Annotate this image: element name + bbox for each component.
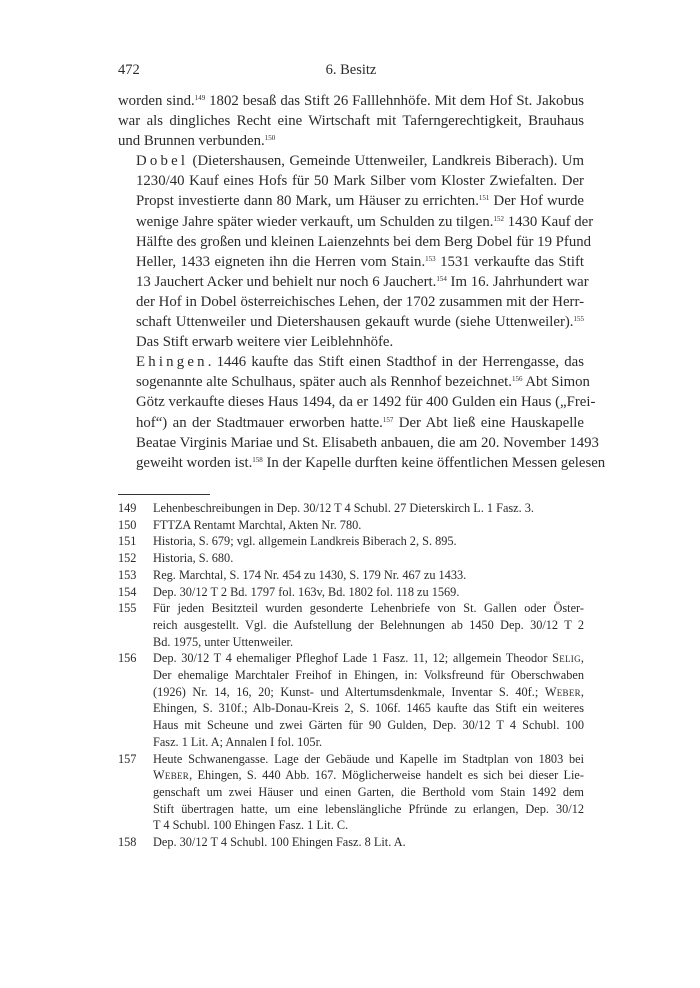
text-run: Der Hof wurde <box>489 193 584 210</box>
text-line: Das Stift erwarb weitere vier Leiblehnhöfe. <box>136 334 394 351</box>
footnote-line: reich ausgestellt. Vgl. die Aufstellung der Belehnungen ab 1450 Dep. 30/12 T 2 <box>153 617 584 632</box>
main-text <box>118 91 606 473</box>
text-line <box>118 131 584 151</box>
text-run: Abt Simon <box>522 374 590 391</box>
text-run: 1430 Kauf der <box>503 213 594 230</box>
text-run: 1802 besaß das Stift 26 Falllehnhöfe. Mit dem Hof St. Jakobus <box>205 93 584 109</box>
footnote-number: 158 <box>118 835 137 850</box>
text-line: Götz verkaufte dieses Haus 1494, da er 1492 für 400 Gulden ein Haus („Frei- <box>136 394 596 411</box>
footnote-line: Fasz. 1 Lit. A; Annalen I fol. 105r. <box>153 734 323 749</box>
text-run: , Ehingen, S. 440 Abb. 167. Möglicherweise handelt es sich bei dieser Lie- <box>189 768 584 783</box>
text-run: . 1446 kaufte das Stift einen Stadthof in der Herrengasse, das <box>207 354 584 371</box>
footnote-line <box>153 650 584 667</box>
footnote <box>118 584 584 601</box>
footnote-ref: 151 <box>478 194 490 203</box>
footnote <box>118 834 584 851</box>
text-line <box>118 212 594 232</box>
footnote-line: T 4 Schubl. 100 Ehingen Fasz. 1 Lit. C. <box>153 818 349 833</box>
text-line <box>118 272 589 292</box>
footnote-line: Für jeden Besitzteil wurden gesonderte Lehenbriefe von St. Gallen oder Öster- <box>153 601 584 616</box>
author-name: Weber <box>544 684 581 699</box>
text-line <box>118 91 584 111</box>
text-run: , <box>580 684 584 699</box>
footnote-line: genschaft um zwei Häuser und einen Garten, die Berthold vom Stain 1492 dem <box>153 784 584 799</box>
footnote-number: 150 <box>118 517 137 532</box>
paragraph-ehingen <box>118 352 606 473</box>
footnote-line: Lehenbeschreibungen in Dep. 30/12 T 4 Schubl. 27 Dieterskirch L. 1 Fasz. 3. <box>153 501 535 515</box>
footnote-number: 157 <box>118 751 137 766</box>
footnote-line: Stift übertragen hatte, um eine lebenslängliche Pfründe zu erlangen, Dep. 30/12 <box>153 801 584 816</box>
footnote-number: 149 <box>118 501 137 515</box>
text-run: geweiht worden ist. <box>136 454 253 471</box>
text-run: wenige Jahre später wieder verkauft, um Schulden zu tilgen. <box>136 213 494 230</box>
text-run: sogenannte alte Schulhaus, später auch als Rennhof bezeichnet. <box>136 374 512 391</box>
text-run: (Dietershausen, Gemeinde Uttenweiler, Landkreis Biberach). Um <box>188 153 584 170</box>
footnote <box>118 500 584 517</box>
footnote-line <box>153 684 584 701</box>
footnote-ref: 153 <box>425 254 436 263</box>
place-heading: Ehingen <box>136 354 208 371</box>
footnote <box>118 650 584 750</box>
text-line <box>118 151 584 171</box>
text-run: 1531 verkaufte das Stift <box>435 253 584 270</box>
text-run: und Brunnen verbunden. <box>118 133 265 150</box>
page-number: 472 <box>118 62 140 78</box>
footnote-ref: 154 <box>436 274 447 283</box>
text-line: war als dingliches Recht eine Wirtschaft mit Taferngerechtigkeit, Brauhaus <box>118 113 584 130</box>
text-run: Der Abt ließ eine Hauskapelle <box>393 414 584 431</box>
footnote-line: Historia, S. 680. <box>153 551 234 566</box>
text-line <box>118 372 590 392</box>
footnote-number: 154 <box>118 584 137 599</box>
author-name: Weber <box>153 768 190 783</box>
place-heading: Dobel <box>136 153 189 170</box>
footnote-number: 155 <box>118 601 137 616</box>
text-run: schaft Uttenweiler und Dietershausen gekauft wurde (siehe Uttenweiler). <box>136 314 574 331</box>
footnote-ref: 158 <box>252 455 263 464</box>
footnote <box>118 751 584 835</box>
footnote-number: 151 <box>118 534 137 549</box>
text-run: (1926) Nr. 14, 16, 20; Kunst- und Altertumsdenkmale, Inventar S. 40f.; <box>153 684 545 699</box>
text-run: Im 16. Jahrhundert war <box>446 273 589 290</box>
footnote-ref: 157 <box>382 415 394 424</box>
text-run: In der Kapelle durften keine öffentlichen Messen gelesen <box>262 454 606 471</box>
footnote-ref: 150 <box>264 134 276 143</box>
text-line <box>118 453 606 473</box>
text-line <box>118 252 584 272</box>
footnote-ref: 155 <box>573 315 584 324</box>
footnote-line: Der ehemalige Marchtaler Freihof in Ehingen, in: Volksfreund für Oberschwaben <box>153 668 584 683</box>
footnote-line: Historia, S. 679; vgl. allgemein Landkreis Biberach 2, S. 895. <box>153 534 457 549</box>
footnote-line: Reg. Marchtal, S. 174 Nr. 454 zu 1430, S. 179 Nr. 467 zu 1433. <box>153 567 467 582</box>
text-run: hof“) an der Stadtmauer erworben hatte. <box>136 414 383 431</box>
footnote-number: 152 <box>118 551 137 566</box>
text-line: der Hof in Dobel österreichisches Lehen, der 1702 zusammen mit der Herr- <box>136 293 584 310</box>
footnotes <box>118 500 584 851</box>
footnote-number: 153 <box>118 567 137 582</box>
text-run: Heller, 1433 eigneten ihn die Herren vom Stain. <box>136 253 426 270</box>
page-header <box>118 62 584 82</box>
footnote-ref: 152 <box>493 214 504 223</box>
paragraph-dobel <box>118 151 594 352</box>
footnote <box>118 567 584 584</box>
paragraph-1 <box>118 91 584 151</box>
text-line: Hälfte des großen und kleinen Laienzehnts bei dem Berg Dobel für 19 Pfund <box>136 233 592 250</box>
text-line <box>118 352 584 372</box>
footnote-line: Dep. 30/12 T 2 Bd. 1797 fol. 163v, Bd. 1802 fol. 118 zu 1569. <box>153 584 460 599</box>
footnote-separator <box>118 494 210 495</box>
footnote-line: Dep. 30/12 T 4 Schubl. 100 Ehingen Fasz. 8 Lit. A. <box>153 835 406 850</box>
footnote <box>118 600 584 650</box>
footnote-number: 156 <box>118 651 137 666</box>
text-line: Beatae Virginis Mariae und St. Elisabeth anbauen, die am 20. November 1493 <box>136 434 599 451</box>
footnote-line: Ehingen, S. 310f.; Alb-Donau-Kreis 2, S. 106f. 1465 kaufte das Stift ein weiteres <box>153 701 584 716</box>
text-line <box>118 191 584 211</box>
author-name: Selig <box>552 651 581 666</box>
footnote-line: Heute Schwanengasse. Lage der Gebäude und Kapelle im Stadtplan von 1803 bei <box>153 751 584 766</box>
footnote-line: Haus mit Scheune und zwei Gärten für 90 Gulden, Dep. 30/12 T 4 Schubl. 100 <box>153 718 584 733</box>
running-head: 6. Besitz <box>325 62 377 78</box>
text-run: Propst investierte dann 80 Mark, um Häuser zu errichten. <box>136 193 479 210</box>
text-run: , <box>580 651 584 666</box>
text-line: 1230/40 Kauf eines Hofs für 50 Mark Silber vom Kloster Zwiefalten. Der <box>136 173 584 190</box>
text-line <box>118 312 584 332</box>
footnote-line: FTTZA Rentamt Marchtal, Akten Nr. 780. <box>153 517 362 532</box>
footnote <box>118 533 584 550</box>
text-run: Dep. 30/12 T 4 ehemaliger Pfleghof Lade 1 Fasz. 11, 12; allgemein Theodor <box>153 651 553 666</box>
footnote-ref: 149 <box>194 94 206 102</box>
footnote-line <box>153 767 584 784</box>
footnote <box>118 517 584 534</box>
text-run: worden sind. <box>118 93 195 109</box>
text-line <box>118 413 584 433</box>
footnote-line: Bd. 1975, unter Uttenweiler. <box>153 634 294 649</box>
footnote-ref: 156 <box>511 375 523 384</box>
text-run: 13 Jauchert Acker und behielt nur noch 6 Jauchert. <box>136 273 437 290</box>
footnote <box>118 550 584 567</box>
